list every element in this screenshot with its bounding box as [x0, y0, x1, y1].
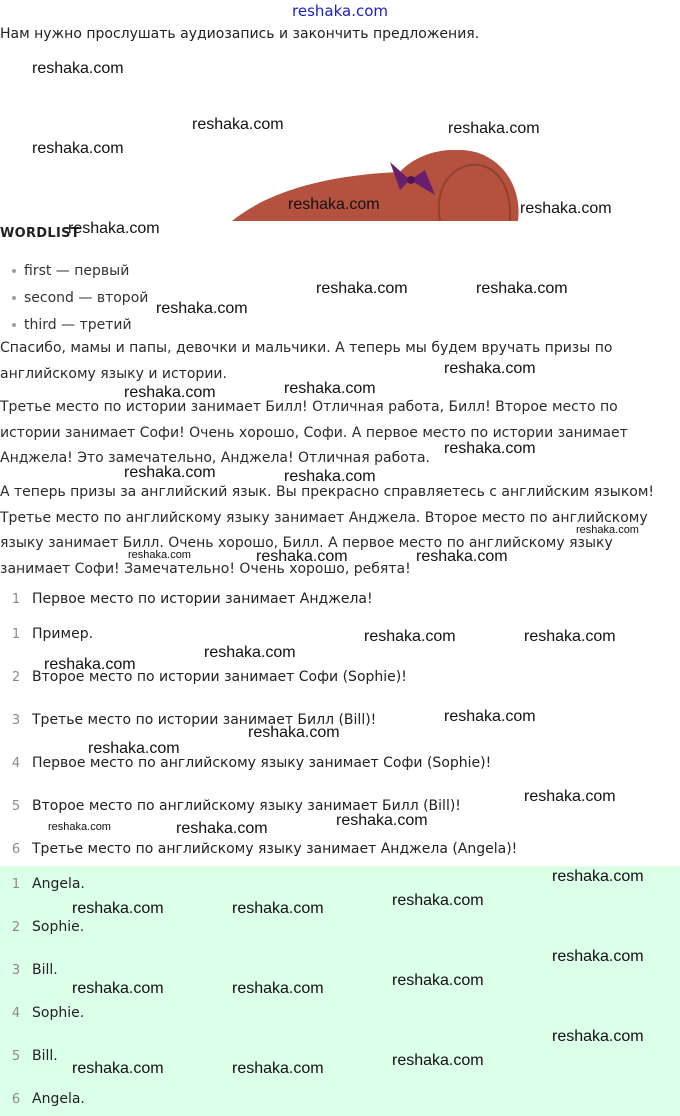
- answer-text: Sophie.: [32, 1005, 85, 1021]
- watermark-text: reshaka.com: [392, 1052, 484, 1069]
- watermark-text: reshaka.com: [44, 656, 136, 673]
- watermark-text: reshaka.com: [364, 628, 456, 645]
- bullet-icon: [12, 323, 16, 327]
- watermark-text: reshaka.com: [128, 549, 191, 561]
- watermark-text: reshaka.com: [124, 384, 216, 401]
- task-text: Второе место по истории занимает Софи (Sophie)!: [32, 669, 407, 685]
- watermark-text: reshaka.com: [32, 60, 124, 77]
- answer-text: Bill.: [32, 1048, 58, 1064]
- task-number: 1: [11, 627, 21, 642]
- wordlist-item: first — первый: [12, 263, 129, 279]
- task-text: Пример.: [32, 626, 94, 642]
- answer-text: Angela.: [32, 1091, 85, 1107]
- watermark-text: reshaka.com: [232, 980, 324, 997]
- watermark-text: reshaka.com: [392, 892, 484, 909]
- watermark-text: reshaka.com: [72, 1060, 164, 1077]
- answer-number: 4: [11, 1006, 21, 1021]
- watermark-text: reshaka.com: [392, 972, 484, 989]
- watermark-text: reshaka.com: [476, 280, 568, 297]
- watermark-text: reshaka.com: [444, 440, 536, 457]
- watermark-text: reshaka.com: [520, 200, 612, 217]
- task-text: Второе место по английскому языку занимает Билл (Bill)!: [32, 798, 461, 814]
- task-number: 2: [11, 670, 21, 685]
- answer-text: Angela.: [32, 876, 85, 892]
- transcript-line: истории занимает Софи! Очень хорошо, Софи. А первое место по истории занимает: [0, 424, 628, 441]
- wordlist-item: second — второй: [12, 290, 148, 306]
- watermark-text: reshaka.com: [72, 980, 164, 997]
- answer-text: Sophie.: [32, 919, 85, 935]
- watermark-text: reshaka.com: [288, 196, 380, 213]
- watermark-text: reshaka.com: [72, 900, 164, 917]
- transcript-line: А теперь призы за английский язык. Вы прекрасно справляетесь с английским языком!: [0, 484, 655, 500]
- watermark-text: reshaka.com: [444, 360, 536, 377]
- watermark-text: reshaka.com: [524, 628, 616, 645]
- transcript-line: Третье место по английскому языку занимает Анджела. Второе место по английскому: [0, 509, 648, 526]
- task-number: 5: [11, 799, 21, 814]
- task-number: 6: [11, 842, 21, 857]
- watermark-text: reshaka.com: [124, 464, 216, 481]
- transcript-paragraph-2: [0, 395, 676, 472]
- wordlist-title: WORDLIST: [0, 226, 80, 241]
- task-number: 4: [11, 756, 21, 771]
- watermark-text: reshaka.com: [48, 821, 111, 833]
- bullet-icon: [12, 269, 16, 273]
- watermark-text: reshaka.com: [88, 740, 180, 757]
- site-header-link[interactable]: reshaka.com: [292, 2, 388, 20]
- answer-text: Bill.: [32, 962, 58, 978]
- answer-number: 6: [11, 1092, 21, 1107]
- watermark-text: reshaka.com: [232, 900, 324, 917]
- watermark-text: reshaka.com: [576, 524, 639, 536]
- watermark-text: reshaka.com: [552, 868, 644, 885]
- watermark-text: reshaka.com: [416, 548, 508, 565]
- watermark-text: reshaka.com: [192, 116, 284, 133]
- task-number: 1: [11, 592, 21, 607]
- task-text: Третье место по истории занимает Билл (Bill)!: [32, 712, 377, 728]
- task-text: Третье место по английскому языку занимает Анджела (Angela)!: [32, 841, 518, 857]
- watermark-text: reshaka.com: [444, 708, 536, 725]
- transcript-paragraph-3: [0, 480, 676, 582]
- answer-number: 1: [11, 877, 21, 892]
- transcript-line: Анджела! Это замечательно, Анджела! Отличная работа.: [0, 450, 430, 466]
- transcript-line: языку занимает Билл. Очень хорошо, Билл. А первое место по английскому языку: [0, 535, 613, 551]
- bullet-icon: [12, 296, 16, 300]
- watermark-text: reshaka.com: [176, 820, 268, 837]
- wordlist-item: third — третий: [12, 317, 132, 333]
- intro-text: Нам нужно прослушать аудиозапись и закончить предложения.: [0, 26, 480, 42]
- task-text: Первое место по английскому языку занимает Софи (Sophie)!: [32, 755, 492, 771]
- watermark-text: reshaka.com: [32, 140, 124, 157]
- watermark-text: reshaka.com: [316, 280, 408, 297]
- watermark-text: reshaka.com: [248, 724, 340, 741]
- answer-number: 5: [11, 1049, 21, 1064]
- watermark-text: reshaka.com: [552, 1028, 644, 1045]
- watermark-text: reshaka.com: [336, 812, 428, 829]
- watermark-text: reshaka.com: [448, 120, 540, 137]
- answer-number: 2: [11, 920, 21, 935]
- task-number: 3: [11, 713, 21, 728]
- task-text: Первое место по истории занимает Анджела!: [32, 591, 373, 607]
- watermark-text: reshaka.com: [284, 380, 376, 397]
- watermark-text: reshaka.com: [524, 788, 616, 805]
- watermark-text: reshaka.com: [552, 948, 644, 965]
- transcript-line: Спасибо, мамы и папы, девочки и мальчики. А теперь мы будем вручать призы по: [0, 340, 613, 356]
- watermark-text: reshaka.com: [68, 220, 160, 237]
- watermark-text: reshaka.com: [204, 644, 296, 661]
- watermark-text: reshaka.com: [284, 468, 376, 485]
- transcript-line: занимает Софи! Замечательно! Очень хорошо, ребята!: [0, 560, 411, 577]
- watermark-text: reshaka.com: [232, 1060, 324, 1077]
- watermark-text: reshaka.com: [156, 300, 248, 317]
- transcript-line: Третье место по истории занимает Билл! Отличная работа, Билл! Второе место по: [0, 399, 618, 415]
- transcript-line: английскому языку и истории.: [0, 365, 227, 382]
- watermark-text: reshaka.com: [256, 548, 348, 565]
- answer-number: 3: [11, 963, 21, 978]
